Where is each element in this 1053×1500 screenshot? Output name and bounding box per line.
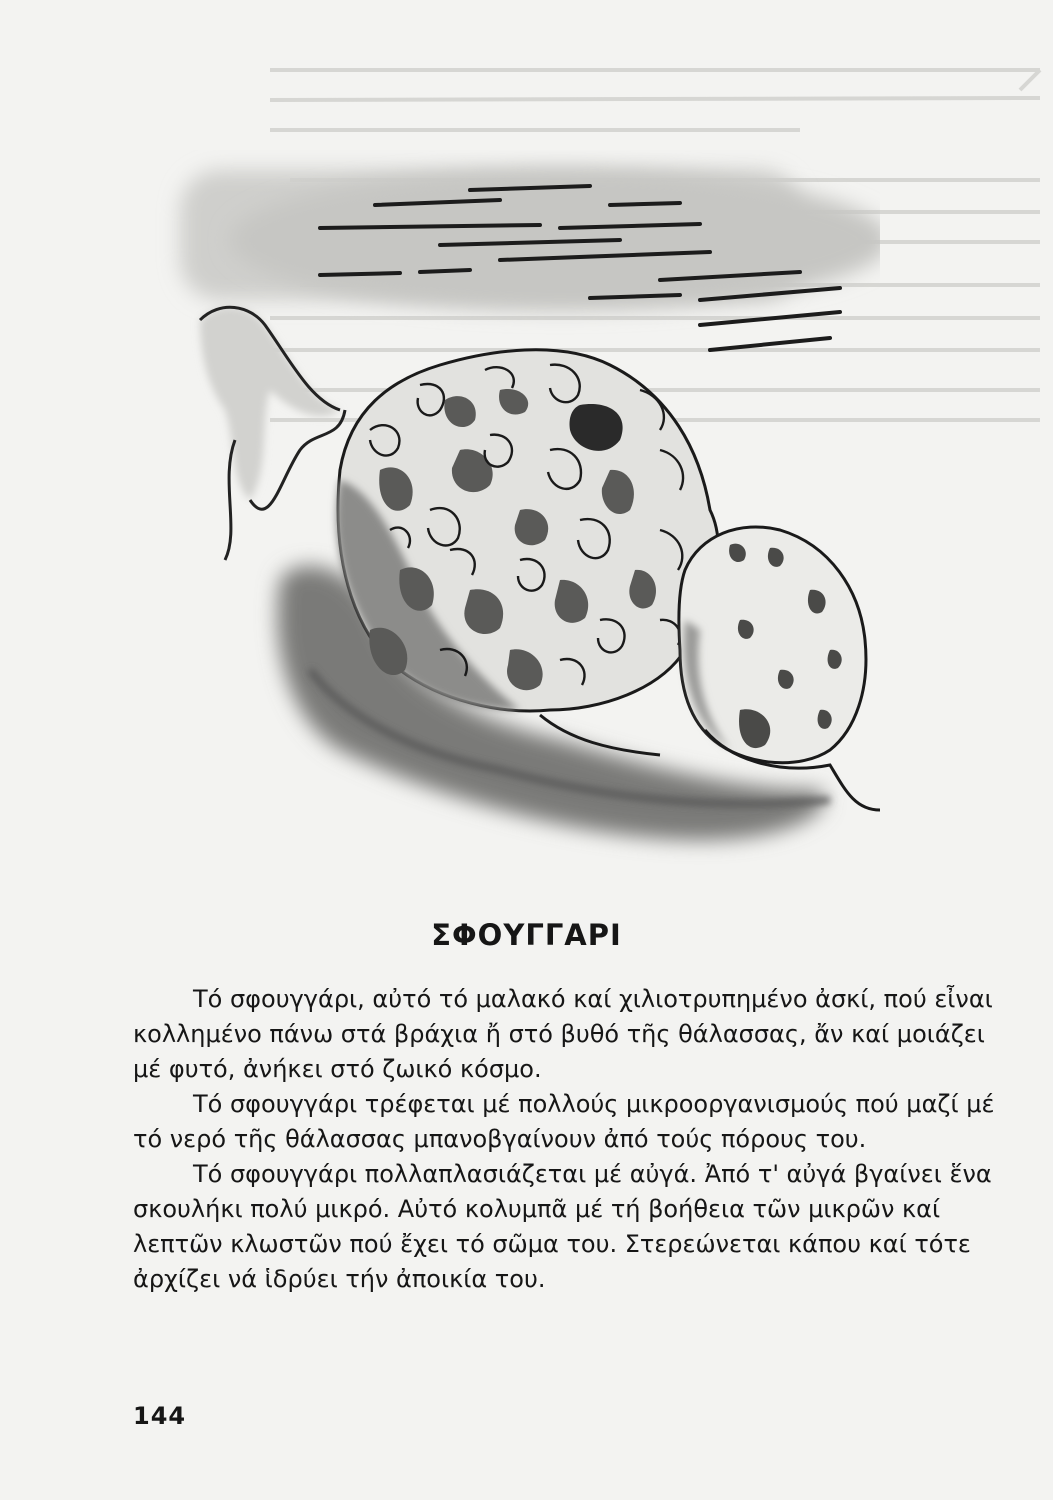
paragraph-3: Τό σφουγγάρι πολλαπλασιάζεται μέ αὐγά. Ἀπό τ' αὐγά βγαίνει ἕνα σκουλήκι πολύ μικρό. Αὐτό κολυμπᾶ μέ τή βοήθεια τῶν μικρῶν καί λεπτῶν κλωστῶν πού ἔχει τό σῶμα του. Στερεώνεται κάπου καί τότε ἀρχίζει νά ἱδρύει τήν ἀποικία του. — [133, 1160, 992, 1293]
paragraph-2: Τό σφουγγάρι τρέφεται μέ πολλούς μικροοργανισμούς πού μαζί μέ τό νερό τῆς θάλασσας μπανοβγαίνουν ἀπό τούς πόρους του. — [133, 1090, 995, 1153]
sponge-illustration — [140, 150, 880, 880]
seaweed — [200, 307, 345, 560]
body-text — [133, 982, 1003, 1297]
small-sponge — [679, 527, 866, 763]
page-number: 144 — [133, 1402, 187, 1430]
water-wash — [180, 170, 880, 310]
illustration-caption: ΣΦΟΥΓΓΑΡΙ — [431, 918, 622, 952]
paragraph-1: Τό σφουγγάρι, αὐτό τό μαλακό καί χιλιοτρυπημένο ἀσκί, πού εἶναι κολλημένο πάνω στά βράχια ἤ στό βυθό τῆς θάλασσας, ἄν καί μοιάζει μέ φυτό, ἀνήκει στό ζωικό κόσμο. — [133, 985, 993, 1083]
large-sponge — [336, 350, 718, 711]
